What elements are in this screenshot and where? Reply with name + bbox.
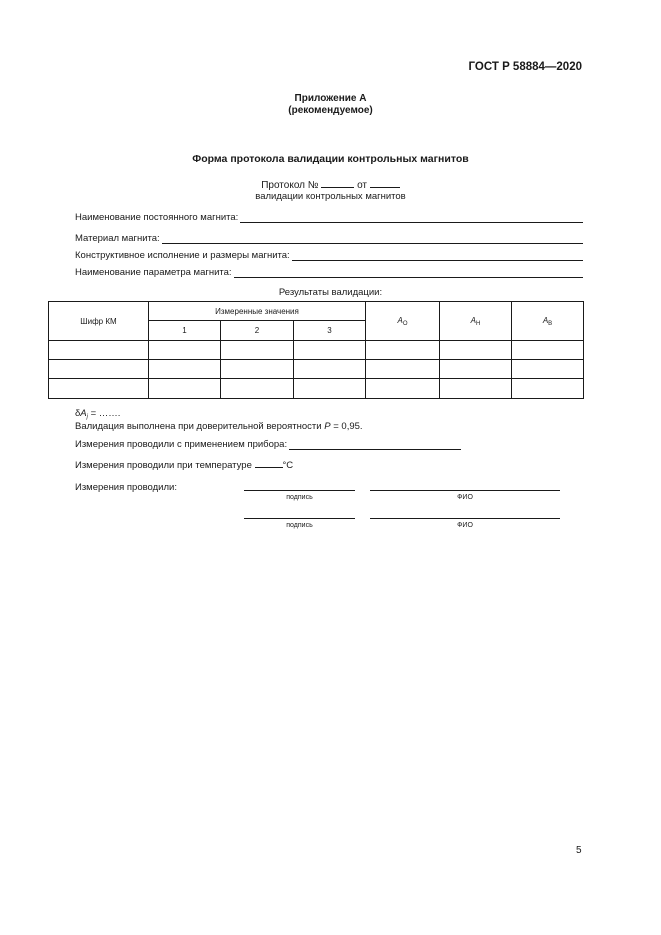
protocol-prefix: Протокол № bbox=[261, 180, 319, 191]
header-cell-a-v bbox=[512, 302, 584, 341]
delta-symbol: δ bbox=[75, 408, 81, 419]
table-row bbox=[49, 360, 584, 379]
table-cell[interactable] bbox=[294, 360, 366, 379]
table-row bbox=[49, 379, 584, 399]
table-cell[interactable] bbox=[221, 341, 294, 360]
table-cell[interactable] bbox=[440, 341, 512, 360]
delta-var: A bbox=[80, 408, 87, 419]
performed-by-label: Измерения проводили: bbox=[75, 482, 177, 493]
header-cell-sub-3: 3 bbox=[294, 321, 366, 341]
field-label: Измерения проводили с применением прибора: bbox=[75, 439, 288, 450]
field-label: Конструктивное исполнение и размеры магнита: bbox=[75, 250, 290, 261]
page-number: 5 bbox=[576, 845, 582, 856]
fill-line[interactable] bbox=[289, 440, 461, 450]
a-letter: A bbox=[397, 315, 403, 325]
table-cell[interactable] bbox=[366, 341, 440, 360]
header-cell-a-o bbox=[366, 302, 440, 341]
a-subscript: Н bbox=[476, 320, 481, 327]
table-cell[interactable] bbox=[221, 379, 294, 399]
header-cell-code: Шифр КМ bbox=[49, 302, 149, 341]
table-cell[interactable] bbox=[512, 341, 584, 360]
protocol-number-line bbox=[0, 178, 661, 191]
protocol-from: от bbox=[357, 180, 367, 191]
validation-text: Валидация выполнена при доверительной вероятности bbox=[75, 421, 325, 432]
delta-rest: = ……. bbox=[87, 408, 121, 419]
header-cell-measured: Измеренные значения bbox=[149, 302, 366, 321]
table-cell[interactable] bbox=[149, 341, 221, 360]
results-table bbox=[48, 301, 584, 399]
header-cell-a-h bbox=[440, 302, 512, 341]
delta-line bbox=[75, 408, 120, 420]
a-letter: A bbox=[470, 315, 477, 325]
table-cell[interactable] bbox=[149, 360, 221, 379]
field-magnet-parameter[interactable] bbox=[75, 267, 583, 278]
table-cell[interactable] bbox=[294, 379, 366, 399]
temperature-line bbox=[75, 458, 293, 471]
protocol-date-blank[interactable] bbox=[370, 178, 400, 188]
a-subscript: В bbox=[548, 320, 553, 327]
signature-caption-1: подпись bbox=[286, 494, 313, 501]
a-subscript: О bbox=[402, 320, 408, 327]
standard-designation: ГОСТ Р 58884—2020 bbox=[468, 61, 582, 73]
name-caption-2: ФИО bbox=[457, 522, 473, 529]
validation-value: = 0,95. bbox=[330, 421, 363, 432]
name-caption-1: ФИО bbox=[457, 494, 473, 501]
temperature-unit: °С bbox=[282, 460, 294, 471]
validation-line bbox=[75, 421, 363, 432]
protocol-number-blank[interactable] bbox=[321, 178, 354, 188]
header-cell-sub-2: 2 bbox=[221, 321, 294, 341]
field-label: Наименование параметра магнита: bbox=[75, 267, 232, 278]
fill-line[interactable] bbox=[162, 234, 583, 244]
results-title: Результаты валидации: bbox=[278, 287, 383, 298]
name-line-2[interactable] bbox=[370, 518, 560, 519]
delta-index: j bbox=[86, 414, 88, 420]
fill-line[interactable] bbox=[234, 268, 583, 278]
field-label: Материал магнита: bbox=[75, 233, 160, 244]
form-title: Форма протокола валидации контрольных магнитов bbox=[192, 153, 469, 165]
temperature-blank[interactable] bbox=[255, 458, 283, 468]
header-cell-sub-1: 1 bbox=[149, 321, 221, 341]
annex-title: Приложение А bbox=[294, 93, 367, 104]
table-cell[interactable] bbox=[512, 379, 584, 399]
signature-caption-2: подпись bbox=[286, 522, 313, 529]
table-cell[interactable] bbox=[49, 341, 149, 360]
field-magnet-design[interactable] bbox=[75, 250, 583, 261]
temperature-label: Измерения проводили при температуре bbox=[75, 460, 252, 471]
signature-line-2[interactable] bbox=[244, 518, 355, 519]
validation-var: P bbox=[324, 421, 331, 432]
table-cell[interactable] bbox=[366, 360, 440, 379]
fill-line[interactable] bbox=[292, 251, 583, 261]
signature-line-1[interactable] bbox=[244, 490, 355, 491]
field-magnet-material[interactable] bbox=[75, 233, 583, 244]
table-cell[interactable] bbox=[149, 379, 221, 399]
field-magnet-name[interactable] bbox=[75, 212, 583, 223]
table-cell[interactable] bbox=[294, 341, 366, 360]
table-cell[interactable] bbox=[512, 360, 584, 379]
table-cell[interactable] bbox=[440, 379, 512, 399]
protocol-subtitle: валидации контрольных магнитов bbox=[255, 191, 406, 202]
field-device[interactable] bbox=[75, 439, 461, 450]
table-cell[interactable] bbox=[221, 360, 294, 379]
fill-line[interactable] bbox=[240, 213, 583, 223]
table-cell[interactable] bbox=[366, 379, 440, 399]
table-cell[interactable] bbox=[49, 379, 149, 399]
table-cell[interactable] bbox=[440, 360, 512, 379]
table-row bbox=[49, 341, 584, 360]
name-line-1[interactable] bbox=[370, 490, 560, 491]
table-cell[interactable] bbox=[49, 360, 149, 379]
field-label: Наименование постоянного магнита: bbox=[75, 212, 239, 223]
a-letter: A bbox=[542, 315, 549, 325]
annex-subtitle: (рекомендуемое) bbox=[288, 105, 373, 116]
